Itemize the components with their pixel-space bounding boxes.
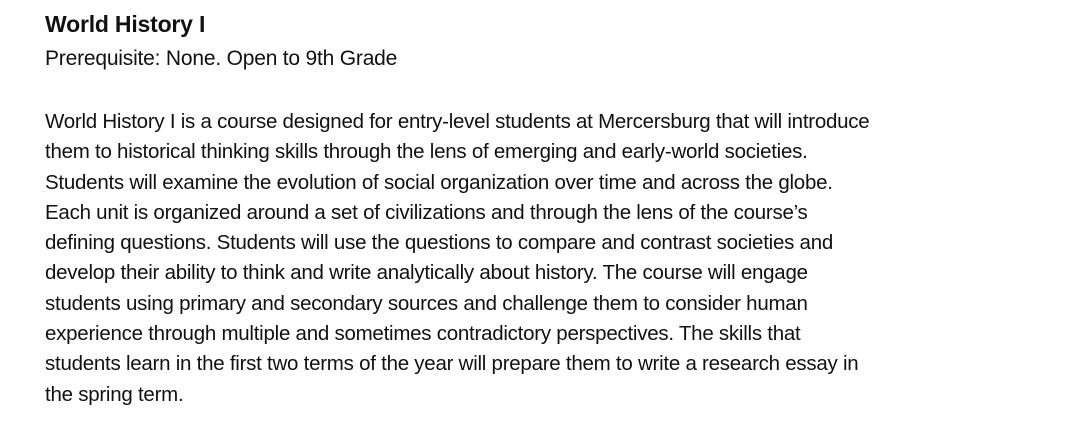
description-line: students using primary and secondary sources and challenge them to consider human: [45, 291, 808, 315]
description-line: students learn in the first two terms of the year will prepare them to write a research essay in: [45, 352, 859, 376]
description-line: defining questions. Students will use the questions to compare and contrast societies and: [45, 231, 833, 255]
course-title: World History I: [45, 11, 206, 37]
description-line: them to historical thinking skills through the lens of emerging and early-world societies.: [45, 140, 808, 164]
course-description-block: [45, 8, 1055, 410]
description-line: experience through multiple and sometimes contradictory perspectives. The skills that: [45, 322, 801, 346]
description-line: Students will examine the evolution of social organization over time and across the globe.: [45, 170, 833, 194]
course-prerequisite: Prerequisite: None. Open to 9th Grade: [45, 47, 398, 70]
description-line: World History I is a course designed for entry-level students at Mercersburg that will introduce: [45, 110, 870, 133]
course-description: [45, 107, 1055, 410]
description-line: Each unit is organized around a set of civilizations and through the lens of the course’s: [45, 200, 808, 224]
description-line: develop their ability to think and write analytically about history. The course will engage: [45, 261, 808, 285]
description-line: the spring term.: [45, 382, 184, 406]
